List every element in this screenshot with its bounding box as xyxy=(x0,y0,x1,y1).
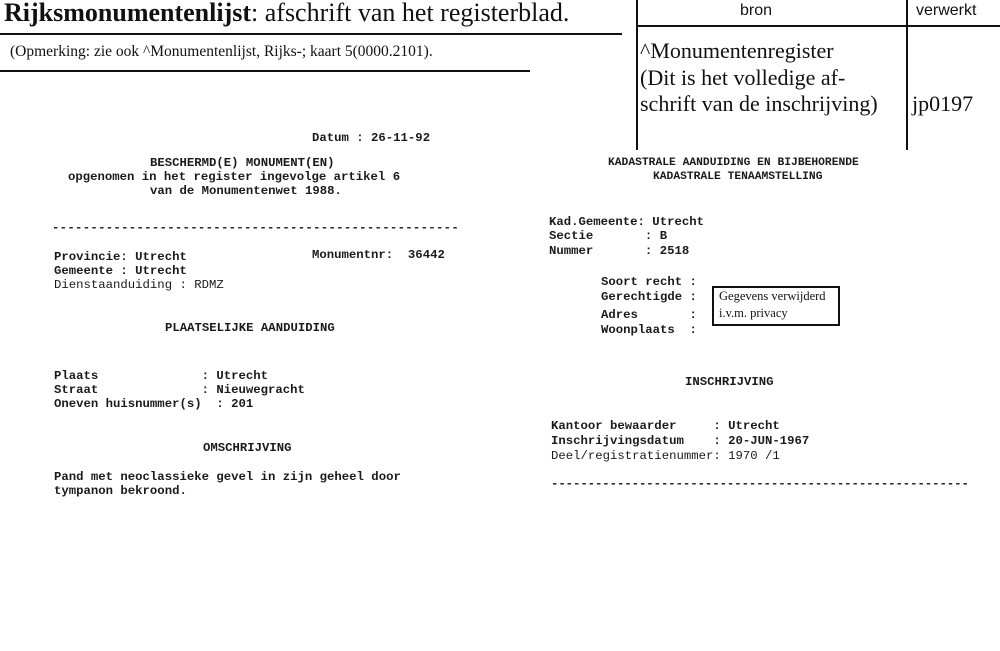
table-header-line xyxy=(636,25,1000,27)
separator: ----------------------------------------------------- xyxy=(52,221,460,235)
heading: van de Monumentenwet 1988. xyxy=(150,184,342,198)
straat: Straat : Nieuwegracht xyxy=(54,383,305,397)
privacy-box: Gegevens verwijderd i.v.m. privacy xyxy=(712,286,840,326)
section-heading: PLAATSELIJKE AANDUIDING xyxy=(165,321,335,335)
omschrijving: Pand met neoclassieke gevel in zijn geheel door xyxy=(54,470,401,484)
dienstaanduiding: Dienstaanduiding : RDMZ xyxy=(54,278,224,292)
section-heading: INSCHRIJVING xyxy=(685,375,774,389)
verwerkt-value: jp0197 xyxy=(912,91,974,116)
kantoor: Kantoor bewaarder : Utrecht xyxy=(551,419,780,433)
omschrijving: tympanon bekroond. xyxy=(54,484,187,498)
plaats: Plaats : Utrecht xyxy=(54,369,269,383)
heading: KADASTRALE AANDUIDING EN BIJBEHORENDE xyxy=(608,157,859,169)
woonplaats: Woonplaats : xyxy=(601,323,697,337)
title-underline xyxy=(0,33,622,35)
page-title: Rijksmonumentenlijst: afschrift van het registerblad. xyxy=(4,0,570,27)
separator: --------------------------------------------------------- xyxy=(551,477,969,491)
col-verwerkt: verwerkt xyxy=(916,2,977,19)
deel-registratienummer: Deel/registratienummer: 1970 /1 xyxy=(551,449,780,463)
heading: opgenomen in het register ingevolge artikel 6 xyxy=(68,170,401,184)
col-bron: bron xyxy=(740,2,773,19)
bron-text: ^Monumentenregister (Dit is het volledige af- schrift van de inschrijving) xyxy=(640,38,878,116)
kad-gemeente: Kad.Gemeente: Utrecht xyxy=(549,215,704,229)
adres: Adres : xyxy=(601,308,697,322)
sectie: Sectie : B xyxy=(549,229,668,243)
huisnummer: Oneven huisnummer(s) : 201 xyxy=(54,397,254,411)
datum: Datum : 26-11-92 xyxy=(312,131,431,145)
heading: BESCHERMD(E) MONUMENT(EN) xyxy=(150,156,335,170)
inschrijvingsdatum: Inschrijvingsdatum : 20-JUN-1967 xyxy=(551,434,810,448)
table-divider xyxy=(636,0,638,150)
nummer: Nummer : 2518 xyxy=(549,244,690,258)
remark: (Opmerking: zie ook ^Monumentenlijst, Rijks-; kaart 5(0000.2101). xyxy=(10,43,433,60)
gerechtigde: Gerechtigde : xyxy=(601,290,697,304)
gemeente: Gemeente : Utrecht xyxy=(54,264,187,278)
heading: KADASTRALE TENAAMSTELLING xyxy=(653,171,823,183)
provincie: Provincie: Utrecht xyxy=(54,250,187,264)
soort-recht: Soort recht : xyxy=(601,275,697,289)
monumentnr: Monumentnr: 36442 xyxy=(312,248,445,262)
section-heading: OMSCHRIJVING xyxy=(203,441,292,455)
remark-underline xyxy=(0,70,530,72)
table-divider xyxy=(906,0,908,150)
